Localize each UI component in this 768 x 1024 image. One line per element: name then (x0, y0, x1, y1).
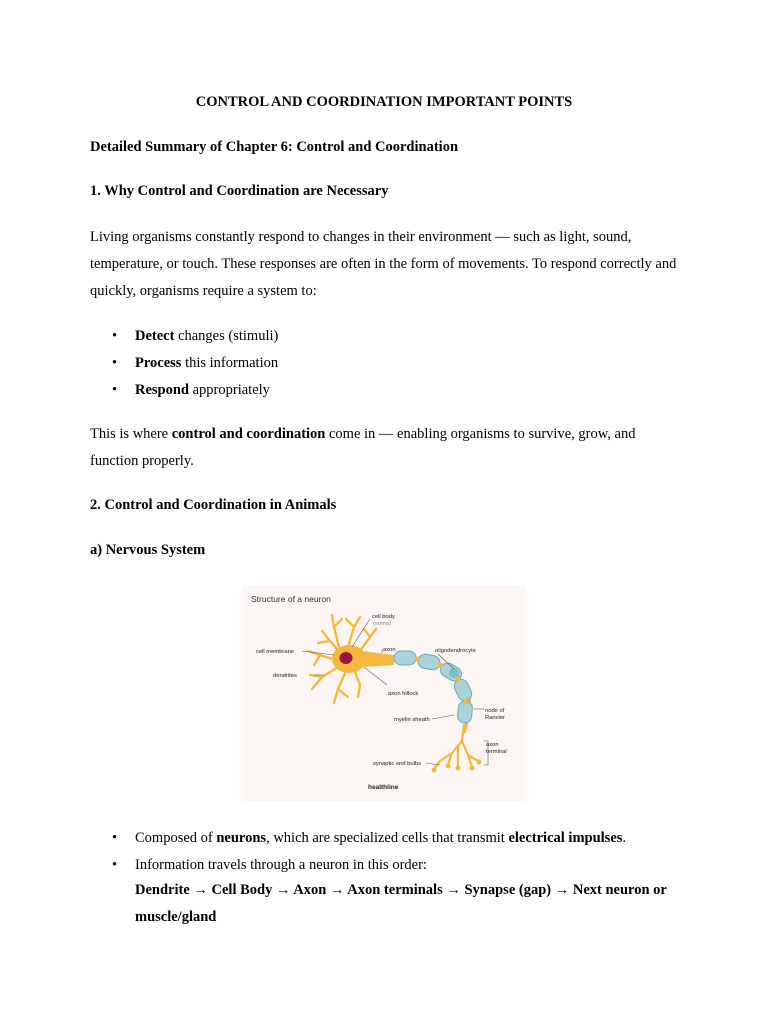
chapter-summary-heading: Detailed Summary of Chapter 6: Control and Coordination (90, 139, 459, 155)
label-ranvier: Ranvier (485, 715, 505, 721)
list-item: • Composed of neurons, which are specialized cells that transmit electrical impulses. (112, 830, 627, 846)
stimulus-response-list (90, 326, 278, 407)
label-axon-hillock: axon hillock (388, 691, 419, 697)
myelin-sheath-shape (394, 651, 474, 724)
label-soma: (soma) (373, 621, 392, 627)
neuron-diagram (242, 585, 526, 801)
section-1-paragraph: Living organisms constantly respond to changes in their environment — such as light, sound, temperature, or touch. These responses are often in the form of movements. To respond correctly and quickly, organisms require a system to: (90, 229, 677, 299)
label-oligodendrocyte: oligodendrocyte (435, 648, 476, 654)
label-cell-body: cell body (372, 614, 395, 620)
bullet-icon: • (112, 382, 118, 398)
document-title: CONTROL AND COORDINATION IMPORTANT POINTS (195, 94, 573, 110)
list-item: • Detect changes (stimuli) (112, 328, 279, 344)
bullet-icon: • (112, 355, 118, 371)
label-node-of: node of (485, 708, 505, 714)
bullet-icon: • (112, 328, 118, 344)
oligodendrocyte-shape (449, 668, 459, 678)
label-axon: axon (383, 647, 396, 653)
section-2-heading: 2. Control and Coordination in Animals (90, 497, 337, 513)
label-dendrites: dendrites (273, 673, 297, 679)
section-1-conclusion: This is where control and coordination come in — enabling organisms to survive, grow, and function properly. (90, 426, 636, 469)
nervous-system-heading: a) Nervous System (90, 542, 206, 558)
section-1-heading: 1. Why Control and Coordination are Necessary (90, 183, 389, 199)
bullet-icon: • (112, 857, 118, 873)
axon-hillock-shape (362, 651, 394, 667)
nucleus-shape (340, 652, 353, 664)
list-item: • Process this information (112, 355, 279, 371)
list-item: • Information travels through a neuron in this order: (112, 857, 427, 873)
impulse-pathway: Dendrite → Cell Body → Axon → Axon terminals → Synapse (gap) → Next neuron or muscle/gland (135, 882, 667, 925)
figure-title: Structure of a neuron (251, 594, 331, 604)
label-synaptic-end-bulbs: synaptic end bulbs (373, 761, 422, 767)
label-myelin-sheath: myelin sheath (394, 717, 430, 723)
neuron-structure-figure (242, 585, 526, 801)
label-cell-membrane: cell membrane (256, 649, 295, 655)
neuron-list (90, 828, 626, 882)
bullet-icon: • (112, 830, 118, 846)
label-axon-terminal-1: axon (486, 742, 499, 748)
axon-terminal-shape (434, 725, 478, 769)
list-item: • Respond appropriately (112, 382, 270, 398)
healthline-logo: healthline (368, 784, 399, 791)
label-axon-terminal-2: terminal (486, 749, 507, 755)
